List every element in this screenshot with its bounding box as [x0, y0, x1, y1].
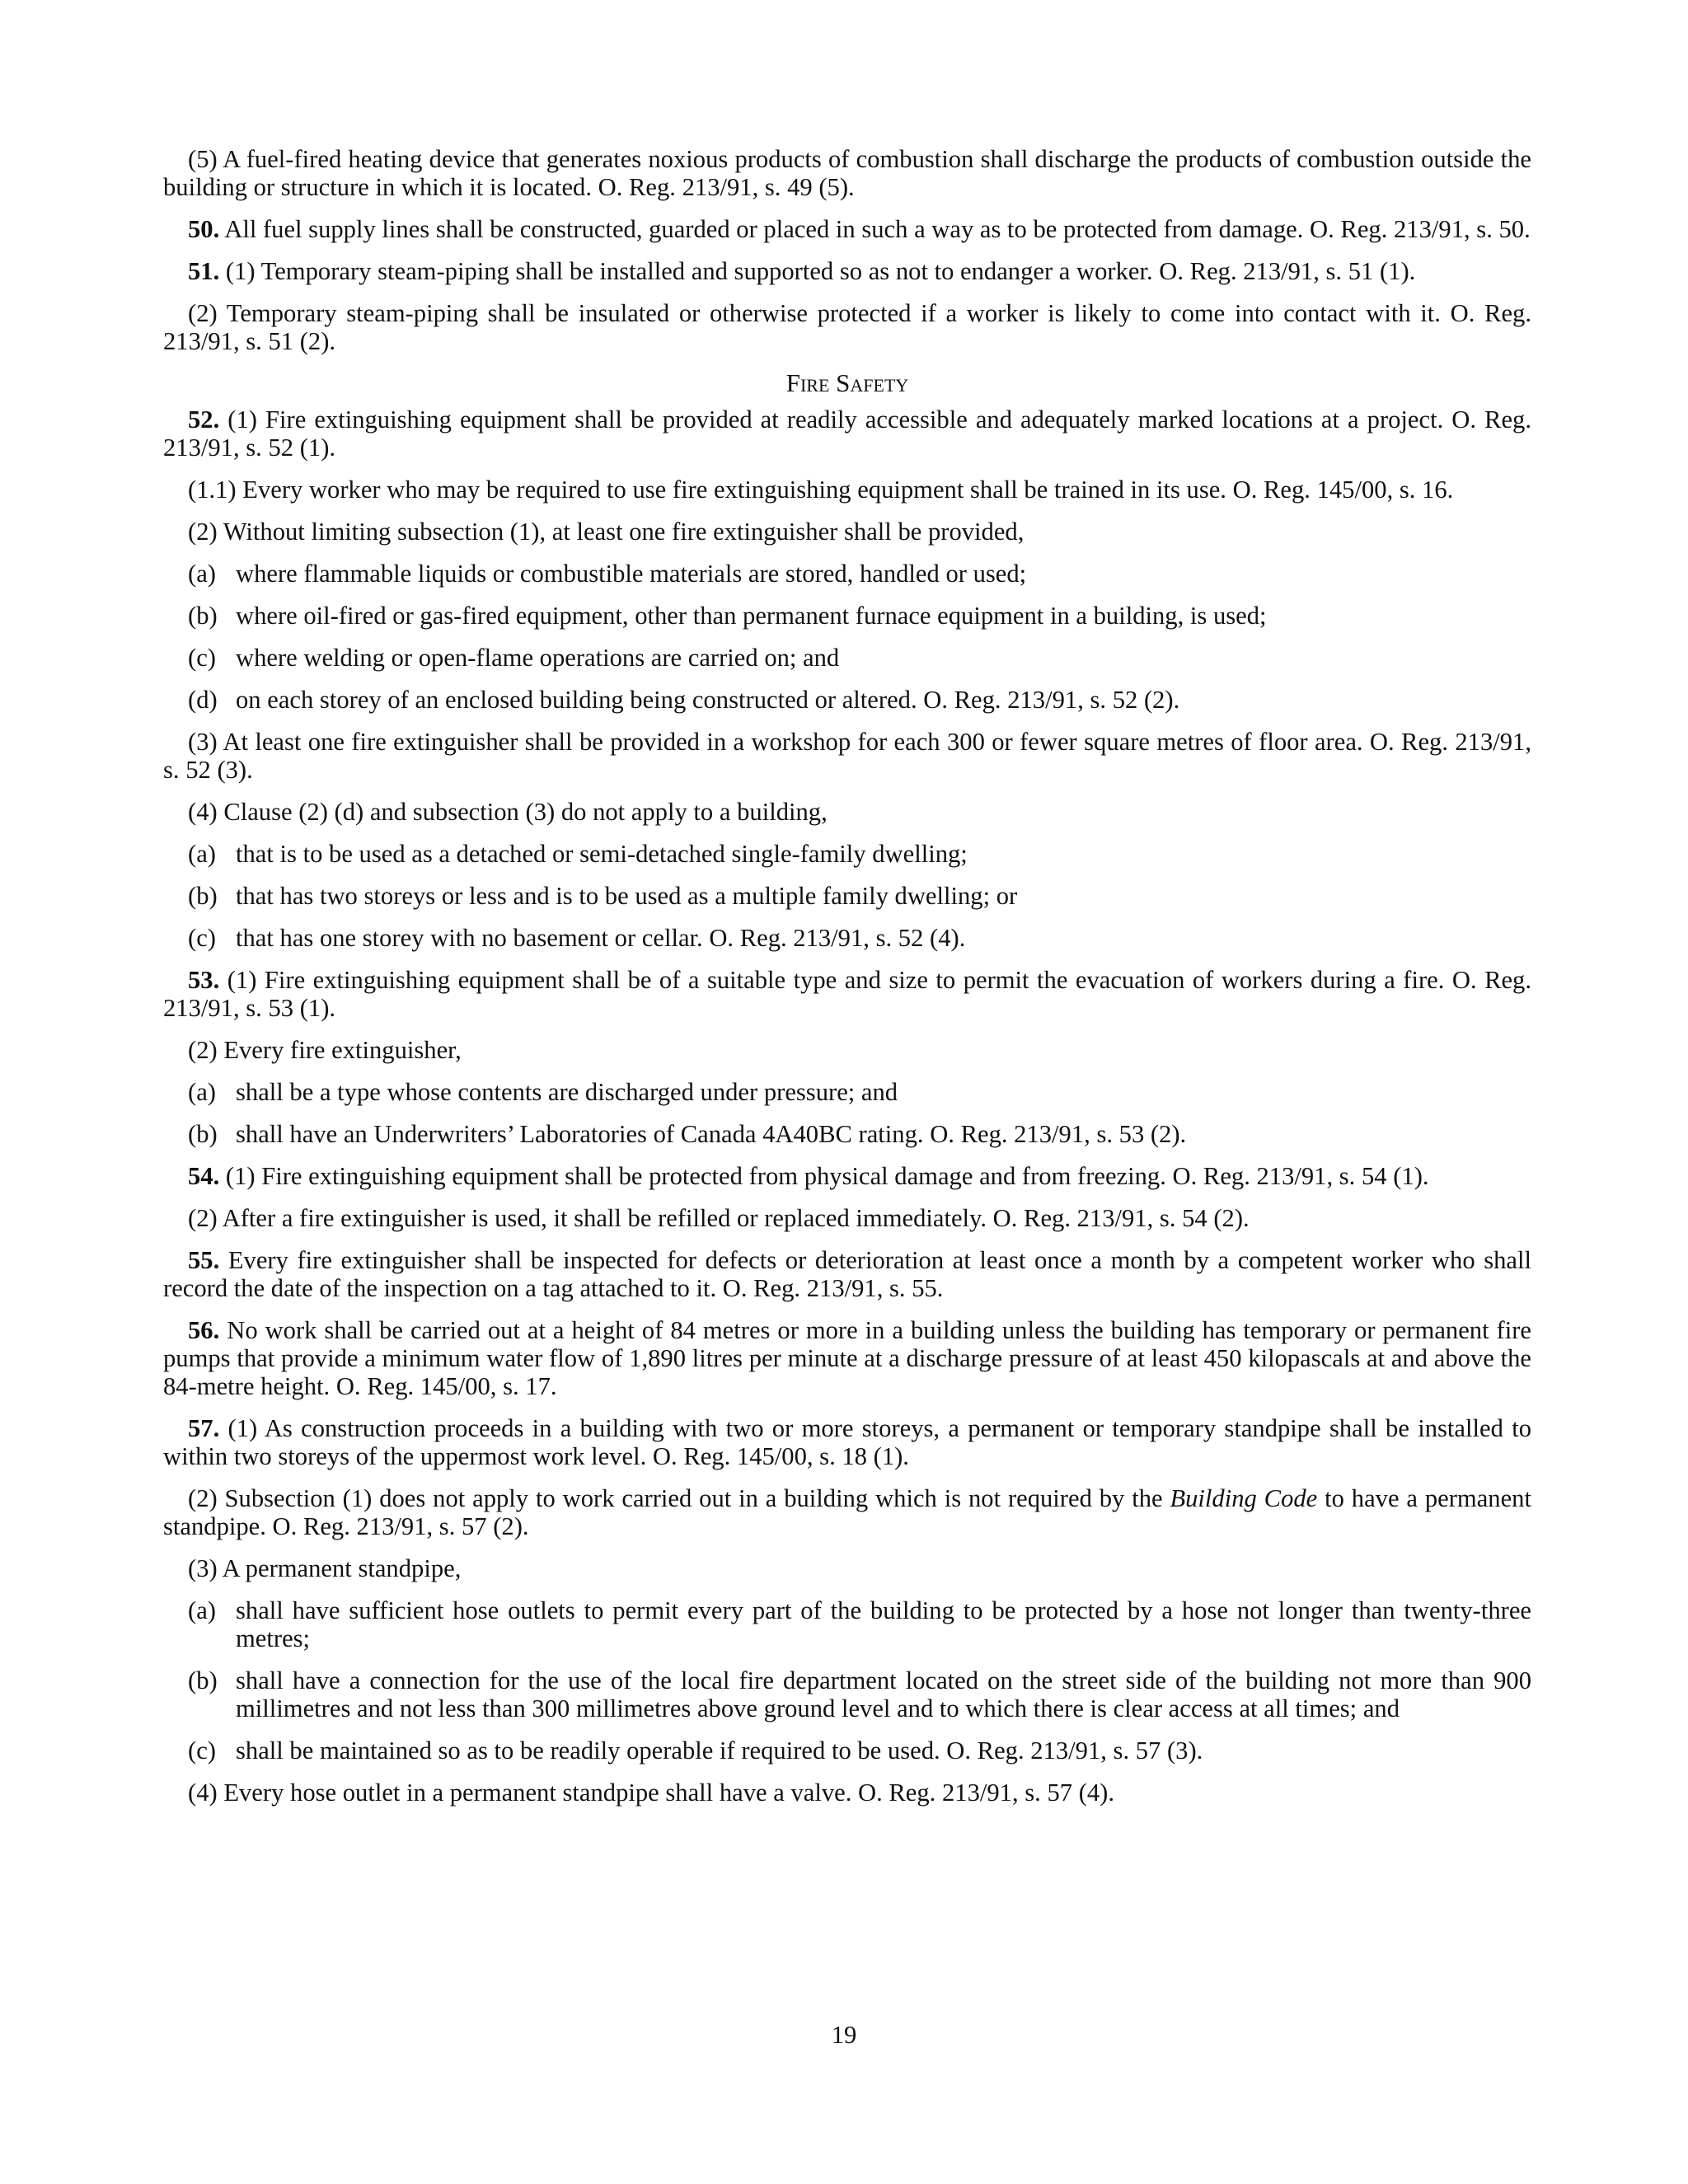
clause-57-3-a	[163, 1596, 1531, 1652]
clause-57-3-c	[163, 1736, 1531, 1765]
section-52-4	[163, 798, 1531, 826]
clause-label: (c)	[188, 1736, 216, 1765]
section-54-2	[163, 1204, 1531, 1232]
section-52-1	[163, 405, 1531, 462]
clause-text: where welding or open-flame operations are carried on; and	[236, 644, 840, 672]
clause-52-4-a	[163, 840, 1531, 868]
paragraph-text: (1) Fire extinguishing equipment shall be of a suitable type and size to permit the evacuation of workers during a fire. O. Reg. 213/91, s. 53 (1).	[163, 966, 1531, 1022]
clause-text: on each storey of an enclosed building being constructed or altered. O. Reg. 213/91, s. 52 (2).	[236, 686, 1180, 714]
clause-text: shall have sufficient hose outlets to permit every part of the building to be protected by a hose not longer than twenty-three metres;	[236, 1596, 1531, 1652]
section-51-1	[163, 257, 1531, 285]
clause-text: that has one storey with no basement or cellar. O. Reg. 213/91, s. 52 (4).	[236, 924, 966, 952]
section-57-2	[163, 1484, 1531, 1540]
clause-53-2-b	[163, 1120, 1531, 1148]
clause-label: (b)	[188, 1666, 218, 1694]
clause-label: (a)	[188, 1078, 216, 1106]
section-number: 51.	[188, 257, 220, 285]
clause-label: (c)	[188, 924, 216, 952]
clause-text: shall have an Underwriters’ Laboratories of Canada 4A40BC rating. O. Reg. 213/91, s. 53 (2).	[236, 1120, 1187, 1148]
paragraph-49-5	[163, 145, 1531, 201]
paragraph-text: (5) A fuel-fired heating device that generates noxious products of combustion shall discharge the products of combustion outside the building or structure in which it is located. O. Reg. 213/91, s. 49 (5).	[163, 145, 1531, 201]
paragraph-text: (4) Every hose outlet in a permanent standpipe shall have a valve. O. Reg. 213/91, s. 57 (4).	[188, 1779, 1115, 1807]
clause-label: (b)	[188, 1120, 218, 1148]
paragraph-text: (1) Temporary steam-piping shall be installed and supported so as not to endanger a worker. O. Reg. 213/91, s. 51 (1).	[225, 257, 1416, 285]
clause-label: (a)	[188, 840, 216, 868]
paragraph-text: (1) Fire extinguishing equipment shall be protected from physical damage and from freezing. O. Reg. 213/91, s. 54 (1).	[225, 1162, 1429, 1190]
clause-label: (b)	[188, 882, 218, 910]
clause-label: (a)	[188, 1596, 216, 1624]
section-53-1	[163, 966, 1531, 1022]
section-50	[163, 215, 1531, 243]
clause-text: shall have a connection for the use of the local fire department located on the street side of the building not more than 900 millimetres and not less than 300 millimetres above ground level and to which there is clear access at all times; and	[236, 1666, 1531, 1722]
section-54-1	[163, 1162, 1531, 1190]
section-53-2	[163, 1036, 1531, 1064]
clause-label: (b)	[188, 602, 218, 630]
clause-52-2-d	[163, 686, 1531, 714]
paragraph-text: (3) At least one fire extinguisher shall be provided in a workshop for each 300 or fewer square metres of floor area. O. Reg. 213/91, s. 52 (3).	[163, 728, 1531, 784]
clause-52-2-c	[163, 644, 1531, 672]
clause-52-4-c	[163, 924, 1531, 952]
section-number: 54.	[188, 1162, 220, 1190]
section-52-1-1	[163, 476, 1531, 504]
section-51-2	[163, 299, 1531, 355]
clause-57-3-b	[163, 1666, 1531, 1722]
paragraph-text: (2) Every fire extinguisher,	[188, 1036, 462, 1064]
paragraph-text: (3) A permanent standpipe,	[188, 1554, 462, 1582]
paragraph-text: (2) After a fire extinguisher is used, it shall be refilled or replaced immediately. O. Reg. 213/91, s. 54 (2).	[188, 1204, 1250, 1232]
clause-53-2-a	[163, 1078, 1531, 1106]
clause-text: where flammable liquids or combustible materials are stored, handled or used;	[236, 560, 1027, 588]
section-52-2	[163, 518, 1531, 546]
clause-label: (d)	[188, 686, 218, 714]
section-heading: Fire Safety	[785, 368, 909, 397]
section-number: 50.	[188, 215, 220, 243]
section-number: 52.	[188, 405, 220, 434]
paragraph-text: All fuel supply lines shall be constructed, guarded or placed in such a way as to be protected from damage. O. Reg. 213/91, s. 50.	[224, 215, 1531, 243]
document-page	[163, 145, 1531, 1821]
section-number: 56.	[188, 1316, 220, 1344]
paragraph-text: (2) Subsection (1) does not apply to work carried out in a building which is not required by the	[188, 1484, 1170, 1512]
section-57-3	[163, 1554, 1531, 1582]
paragraph-text: (2) Without limiting subsection (1), at least one fire extinguisher shall be provided,	[188, 518, 1025, 546]
section-52-3	[163, 728, 1531, 784]
clause-text: that is to be used as a detached or semi-detached single-family dwelling;	[236, 840, 968, 868]
clause-52-2-b	[163, 602, 1531, 630]
section-55	[163, 1246, 1531, 1302]
section-number: 57.	[188, 1414, 220, 1442]
section-57-1	[163, 1414, 1531, 1470]
clause-text: where oil-fired or gas-fired equipment, other than permanent furnace equipment in a building, is used;	[236, 602, 1267, 630]
clause-52-2-a	[163, 560, 1531, 588]
paragraph-text: to have a permanent standpipe. O. Reg. 213/91, s. 57 (2).	[163, 1484, 1531, 1540]
italic-term: Building Code	[1170, 1484, 1318, 1512]
paragraph-text: No work shall be carried out at a height of 84 metres or more in a building unless the building has temporary or permanent fire pumps that provide a minimum water flow of 1,890 litres per minute at a discharge pressure of at least 450 kilopascals at and above the 84-metre height. O. Reg. 145/00, s. 17.	[163, 1316, 1531, 1400]
paragraph-text: (2) Temporary steam-piping shall be insulated or otherwise protected if a worker is likely to come into contact with it. O. Reg. 213/91, s. 51 (2).	[163, 299, 1531, 355]
section-number: 55.	[188, 1246, 220, 1274]
clause-52-4-b	[163, 882, 1531, 910]
clause-text: shall be a type whose contents are discharged under pressure; and	[236, 1078, 898, 1106]
clause-text: shall be maintained so as to be readily operable if required to be used. O. Reg. 213/91, s. 57 (3).	[236, 1736, 1203, 1765]
clause-label: (c)	[188, 644, 216, 672]
paragraph-text: (1) As construction proceeds in a building with two or more storeys, a permanent or temporary standpipe shall be installed to within two storeys of the uppermost work level. O. Reg. 145/00, s. 18 (1).	[163, 1414, 1531, 1470]
section-number: 53.	[188, 966, 220, 994]
section-57-4	[163, 1779, 1531, 1807]
paragraph-text: Every fire extinguisher shall be inspected for defects or deterioration at least once a month by a competent worker who shall record the date of the inspection on a tag attached to it. O. Reg. 213/91, s. 55.	[163, 1246, 1531, 1302]
page-number: 19	[831, 2021, 857, 2049]
clause-text: that has two storeys or less and is to be used as a multiple family dwelling; or	[236, 882, 1018, 910]
paragraph-text: (1.1) Every worker who may be required to use fire extinguishing equipment shall be trained in its use. O. Reg. 145/00, s. 16.	[188, 476, 1454, 504]
paragraph-text: (4) Clause (2) (d) and subsection (3) do not apply to a building,	[188, 798, 828, 826]
clause-label: (a)	[188, 560, 216, 588]
section-56	[163, 1316, 1531, 1400]
paragraph-text: (1) Fire extinguishing equipment shall be provided at readily accessible and adequately marked locations at a project. O. Reg. 213/91, s. 52 (1).	[163, 405, 1531, 462]
